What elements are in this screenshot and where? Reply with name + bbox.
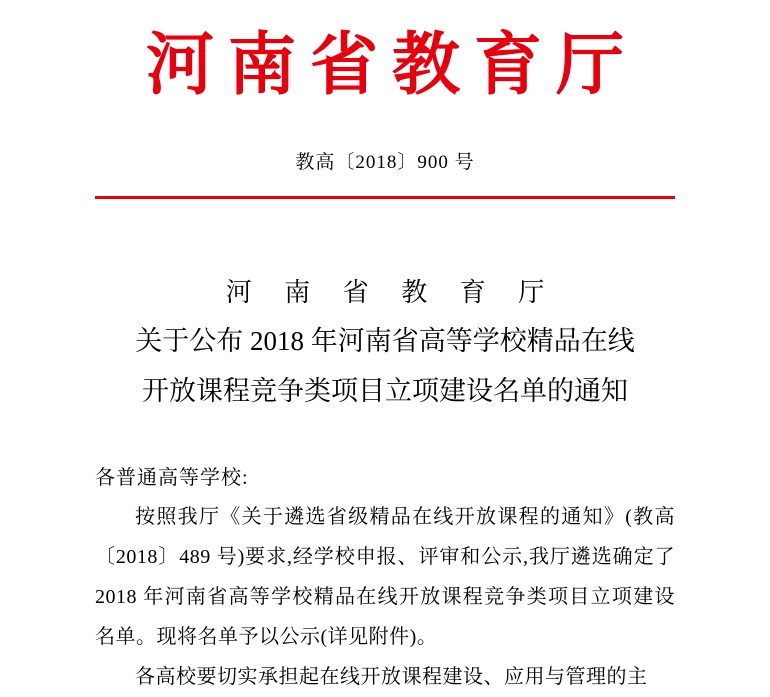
- salutation: 各普通高等学校:: [95, 466, 249, 489]
- title-line-3: 开放课程竞争类项目立项建设名单的通知: [142, 375, 628, 406]
- red-divider-rule: [95, 196, 675, 199]
- paragraph-1: 按照我厅《关于遴选省级精品在线开放课程的通知》(教高〔2018〕489 号)要求,经学校申报、评审和公示,我厅遴选确定了 2018 年河南省高等学校精品在线开放课程竞争类项目立项建设名单。现将名单予以公示(详见附件)。: [95, 505, 675, 648]
- title-organization: 河 南 省 教 育 厅: [225, 277, 558, 307]
- title-block: [95, 269, 675, 417]
- paragraph-2: 各高校要切实承担起在线开放课程建设、应用与管理的主: [135, 665, 648, 688]
- body-block: [95, 459, 675, 697]
- document-number: 教高〔2018〕900 号: [295, 151, 475, 173]
- letterhead-title: 河南省教育厅: [145, 25, 638, 105]
- title-line-2: 关于公布 2018 年河南省高等学校精品在线: [135, 325, 635, 356]
